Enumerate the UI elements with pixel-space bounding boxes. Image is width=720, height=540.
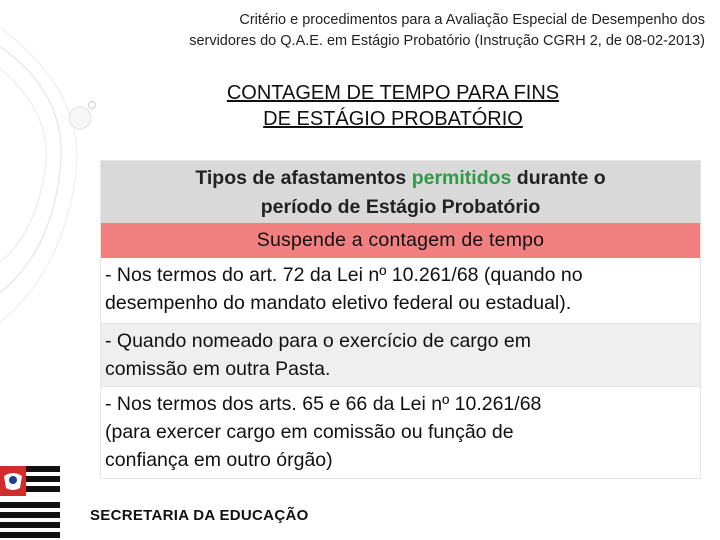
- table-subheader: Suspende a contagem de tempo: [101, 223, 700, 258]
- title-line-2: DE ESTÁGIO PROBATÓRIO: [263, 108, 523, 130]
- row-text-line: confiança em outro órgão): [105, 449, 333, 471]
- header-text-part-1: Tipos de afastamentos: [195, 167, 412, 189]
- header-text-part-2: durante o: [511, 167, 606, 189]
- decorative-swirl-lines: [0, 0, 100, 540]
- slide-title: [150, 80, 636, 132]
- state-crest-icon: [0, 462, 60, 540]
- afastamentos-table: [100, 160, 701, 479]
- header-line-2: servidores do Q.A.E. em Estágio Probatório (Instrução CGRH 2, de 08-02-2013): [189, 33, 705, 49]
- table-row: [101, 386, 700, 478]
- row-text-line: - Nos termos dos arts. 65 e 66 da Lei nº 10.261/68: [105, 393, 542, 415]
- title-line-1: CONTAGEM DE TEMPO PARA FINS: [226, 82, 560, 104]
- table-header-line-2: período de Estágio Probatório: [260, 196, 541, 218]
- table-row: [101, 258, 700, 323]
- row-text-line: - Quando nomeado para o exercício de cargo em: [105, 330, 532, 352]
- row-text-line: - Nos termos do art. 72 da Lei nº 10.261/68 (quando no: [105, 264, 583, 286]
- row-text-line: (para exercer cargo em comissão ou função de: [105, 421, 514, 443]
- row-text-line: comissão em outra Pasta.: [105, 358, 331, 380]
- row-text-line: desempenho do mandato eletivo federal ou estadual).: [105, 292, 572, 314]
- page-header: [100, 10, 705, 52]
- table-row: [101, 323, 700, 386]
- header-highlight: permitidos: [411, 167, 512, 189]
- header-line-1: Critério e procedimentos para a Avaliação Especial de Desempenho dos: [239, 12, 705, 28]
- footer-secretaria: SECRETARIA DA EDUCAÇÃO: [90, 507, 309, 524]
- table-header-line-1: [101, 164, 700, 193]
- table-header: [101, 161, 700, 223]
